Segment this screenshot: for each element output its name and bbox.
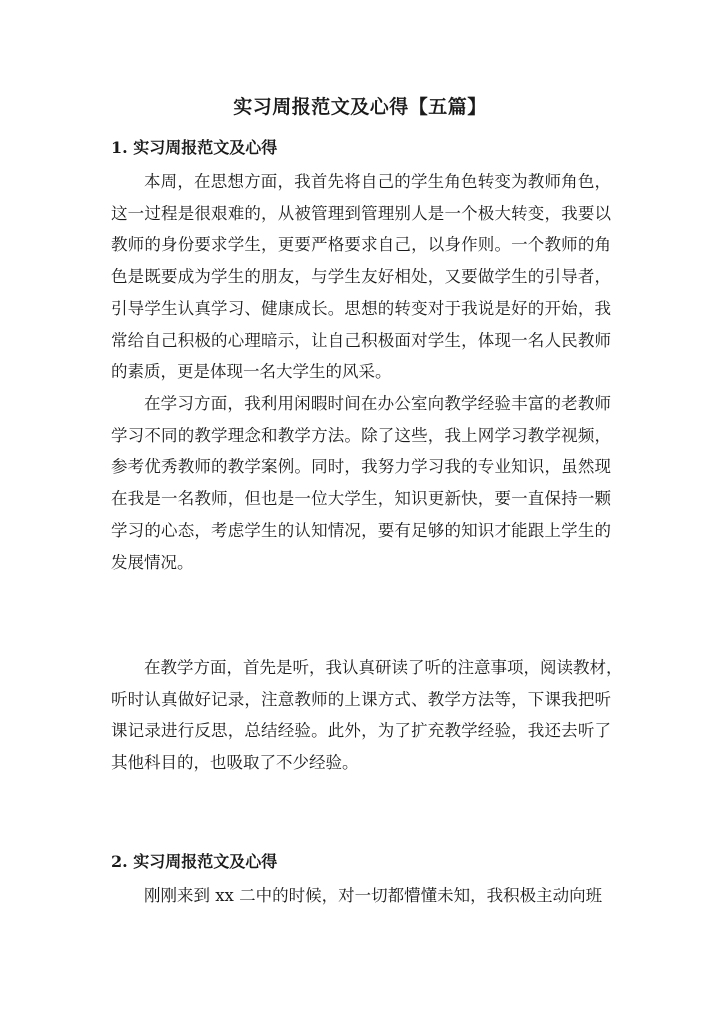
paragraph-line: 色是既要成为学生的朋友，与学生友好相处，又要做学生的引导者， xyxy=(111,267,611,287)
paragraph-line: 引导学生认真学习、健康成长。思想的转变对于我说是好的开始，我 xyxy=(111,298,611,318)
paragraph-line: 其他科目的，也吸取了不少经验。 xyxy=(111,753,359,773)
section-1-paragraph-2 xyxy=(111,388,611,578)
paragraph-line: 常给自己积极的心理暗示，让自己积极面对学生，体现一名人民教师 xyxy=(111,330,611,350)
section-1-paragraph-1 xyxy=(111,166,611,388)
paragraph-line: 学习的心态，考虑学生的认知情况，要有足够的知识才能跟上学生的 xyxy=(111,520,611,540)
section-heading-2: 2. 实习周报范文及心得 xyxy=(111,852,278,871)
paragraph-line: 课记录进行反思，总结经验。此外，为了扩充教学经验，我还去听了 xyxy=(111,721,611,741)
paragraph-line: 本周，在思想方面，我首先将自己的学生角色转变为教师角色， xyxy=(144,172,611,191)
document-title: 实习周报范文及心得【五篇】 xyxy=(233,96,487,118)
paragraph-line: 的素质，更是体现一名大学生的风采。 xyxy=(111,362,392,382)
section-heading-1: 1. 实习周报范文及心得 xyxy=(111,138,278,157)
section-2-paragraph-1 xyxy=(111,880,611,912)
paragraph-line: 在我是一名教师，但也是一位大学生，知识更新快，要一直保持一颗 xyxy=(111,489,611,509)
section-1-paragraph-3 xyxy=(111,652,623,779)
paragraph-line: 在学习方面，我利用闲暇时间在办公室向教学经验丰富的老教师 xyxy=(144,394,611,413)
paragraph-line: 教师的身份要求学生，更要严格要求自己，以身作则。一个教师的角 xyxy=(111,235,611,255)
paragraph-line: 发展情况。 xyxy=(111,552,194,572)
paragraph-line: 刚刚来到 xx 二中的时候，对一切都懵懂未知，我积极主动向班 xyxy=(144,886,603,905)
paragraph-line: 学习不同的教学理念和教学方法。除了这些，我上网学习教学视频， xyxy=(111,425,611,445)
paragraph-line: 在教学方面，首先是听，我认真研读了听的注意事项，阅读教材， xyxy=(144,658,623,677)
paragraph-line: 参考优秀教师的教学案例。同时，我努力学习我的专业知识，虽然现 xyxy=(111,457,611,477)
paragraph-line: 这一过程是很艰难的，从被管理到管理别人是一个极大转变，我要以 xyxy=(111,203,611,223)
paragraph-line: 听时认真做好记录，注意教师的上课方式、教学方法等，下课我把听 xyxy=(111,689,611,709)
